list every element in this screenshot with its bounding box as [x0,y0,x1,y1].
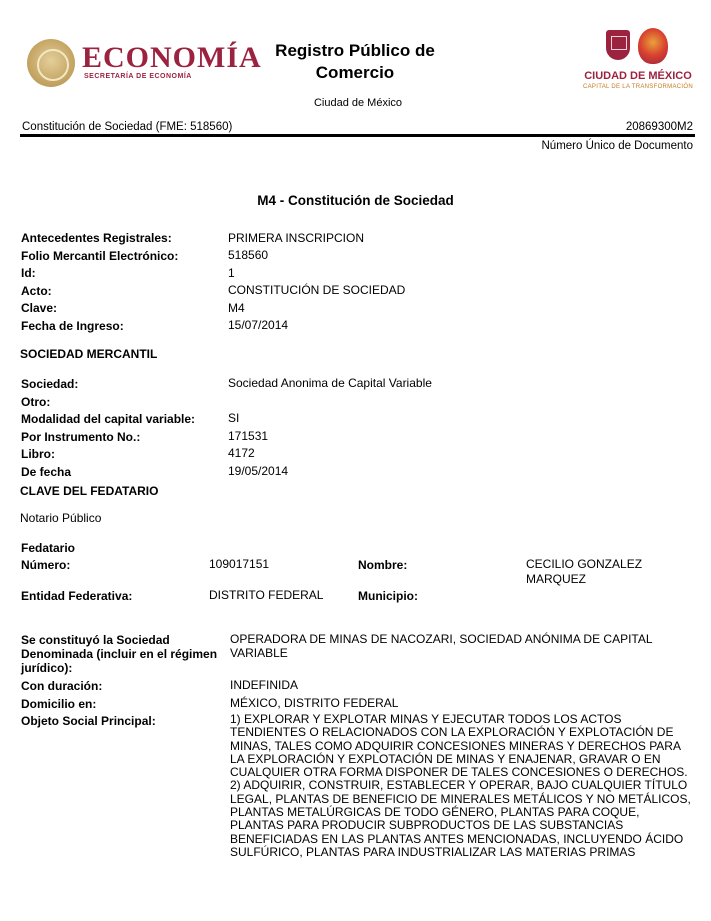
field-value-modalidad: SI [228,411,240,425]
objeto-line: 2) ADQUIRIR, CONSTRUIR, ESTABLECER Y OPERAR, BAJO CUALQUIER TÍTULO [230,778,688,793]
field-value-denominada-line-1: OPERADORA DE MINAS DE NACOZARI, SOCIEDAD ANÓNIMA DE CAPITAL [230,632,653,646]
field-value-id: 1 [228,266,235,280]
document-title-line-1: Registro Público de [275,41,435,60]
field-label-objeto: Objeto Social Principal: [21,714,156,728]
cdmx-logo-subtitle: CAPITAL DE LA TRANSFORMACIÓN [583,84,693,90]
sociedad-heading: SOCIEDAD MERCANTIL [20,347,158,361]
objeto-line: LA EXPLORACIÓN Y EXPLOTACIÓN DE MINAS Y ENAJENAR, GRAVAR O EN [230,751,661,766]
document-title [255,40,455,84]
document-reference: Constitución de Sociedad (FME: 518560) [22,121,233,133]
field-label-denominada-line-3: jurídico): [21,661,73,675]
field-value-nombre-line-1: CECILIO GONZALEZ [526,557,643,571]
field-label-id: Id: [21,266,36,280]
cdmx-emblem-icon [638,28,668,64]
field-value-sociedad: Sociedad Anonima de Capital Variable [228,376,432,390]
field-value-nombre-line-2: MARQUEZ [526,572,586,586]
field-label-sociedad: Sociedad: [21,377,79,391]
field-label-libro: Libro: [21,447,55,461]
objeto-line: PLANTAS METALÚRGICAS DE TODO GÉNERO, PLANTAS PARA COQUE, [230,805,640,820]
objeto-line: CUALQUIER OTRA FORMA DISPONER DE TALES CONCESIONES O DERECHOS. [230,765,688,780]
field-value-fecha-ingreso: 15/07/2014 [228,318,289,332]
section-title: M4 - Constitución de Sociedad [257,193,454,208]
field-label-duracion: Con duración: [21,679,103,693]
fedatario-clave-heading: CLAVE DEL FEDATARIO [20,484,159,498]
field-label-nombre: Nombre: [358,558,408,572]
economia-logo [22,36,262,92]
field-label-antecedentes: Antecedentes Registrales: [21,231,172,245]
field-label-de-fecha: De fecha [21,465,72,479]
field-label-otro: Otro: [21,395,51,409]
objeto-line: LEGAL, PLANTAS DE BENEFICIO DE MINERALES METÁLICOS Y NO METÁLICOS, [230,791,691,806]
field-label-municipio: Municipio: [358,589,418,603]
objeto-line: SULFÚRICO, PLANTAS PARA INDUSTRIALIZAR LAS MATERIAS PRIMAS [230,844,636,859]
document-title-line-2: Comercio [315,63,395,82]
field-value-entidad: DISTRITO FEDERAL [209,588,324,602]
fedatario-heading: Fedatario [21,541,76,555]
field-label-denominada-line-1: Se constituyó la Sociedad [21,633,170,647]
field-value-de-fecha: 19/05/2014 [228,464,289,478]
field-label-clave: Clave: [21,301,58,315]
field-value-duracion: INDEFINIDA [230,678,299,692]
field-label-entidad: Entidad Federativa: [21,589,133,603]
objeto-line: BENEFICIADAS EN LAS PLANTAS ANTES MENCIONADAS, INCLUYENDO ÁCIDO [230,831,684,846]
field-label-domicilio: Domicilio en: [21,697,97,711]
field-label-modalidad: Modalidad del capital variable: [21,412,196,426]
field-value-instrumento: 171531 [228,429,269,443]
field-label-instrumento: Por Instrumento No.: [21,430,141,444]
cdmx-shield-icon [606,30,630,60]
objeto-line: PLANTAS PARA PRODUCIR SUBPRODUCTOS DE LAS SUBSTANCIAS [230,818,624,833]
field-value-denominada-line-2: VARIABLE [230,646,288,660]
field-value-objeto [230,713,700,859]
field-value-domicilio: MÉXICO, DISTRITO FEDERAL [230,696,399,710]
field-value-folio: 518560 [228,248,269,262]
cdmx-logo-text: CIUDAD DE MÉXICO [584,70,692,82]
economia-logo-text: ECONOMÍA [82,41,262,74]
document-number-label: Número Único de Documento [541,140,693,152]
document-city: Ciudad de México [313,97,403,109]
objeto-line: 1) EXPLORAR Y EXPLOTAR MINAS Y EJECUTAR TODOS LOS ACTOS [230,712,622,726]
economia-logo-subtitle: SECRETARÍA DE ECONOMÍA [84,73,192,80]
header-divider [20,134,695,137]
field-value-acto: CONSTITUCIÓN DE SOCIEDAD [228,283,406,297]
objeto-line: TENDIENTES O RELACIONADOS CON LA EXPLORACIÓN Y EXPLOTACIÓN DE [230,725,674,740]
field-label-denominada-line-2: Denominada (incluir en el régimen [21,647,218,661]
field-value-numero: 109017151 [209,557,270,571]
field-label-fecha-ingreso: Fecha de Ingreso: [21,319,124,333]
field-value-antecedentes: PRIMERA INSCRIPCION [228,231,365,245]
field-label-acto: Acto: [21,284,52,298]
field-label-folio: Folio Mercantil Electrónico: [21,249,179,263]
field-label-numero: Número: [21,558,71,572]
field-value-clave: M4 [228,301,245,315]
cdmx-logo [576,28,700,98]
national-seal-icon [27,39,75,87]
fedatario-tipo: Notario Público [20,511,102,525]
document-number: 20869300M2 [625,121,693,133]
field-value-libro: 4172 [228,446,255,460]
objeto-line: MINAS, TALES COMO ADQUIRIR CONCESIONES MINERAS Y DERECHOS PARA [230,738,681,753]
